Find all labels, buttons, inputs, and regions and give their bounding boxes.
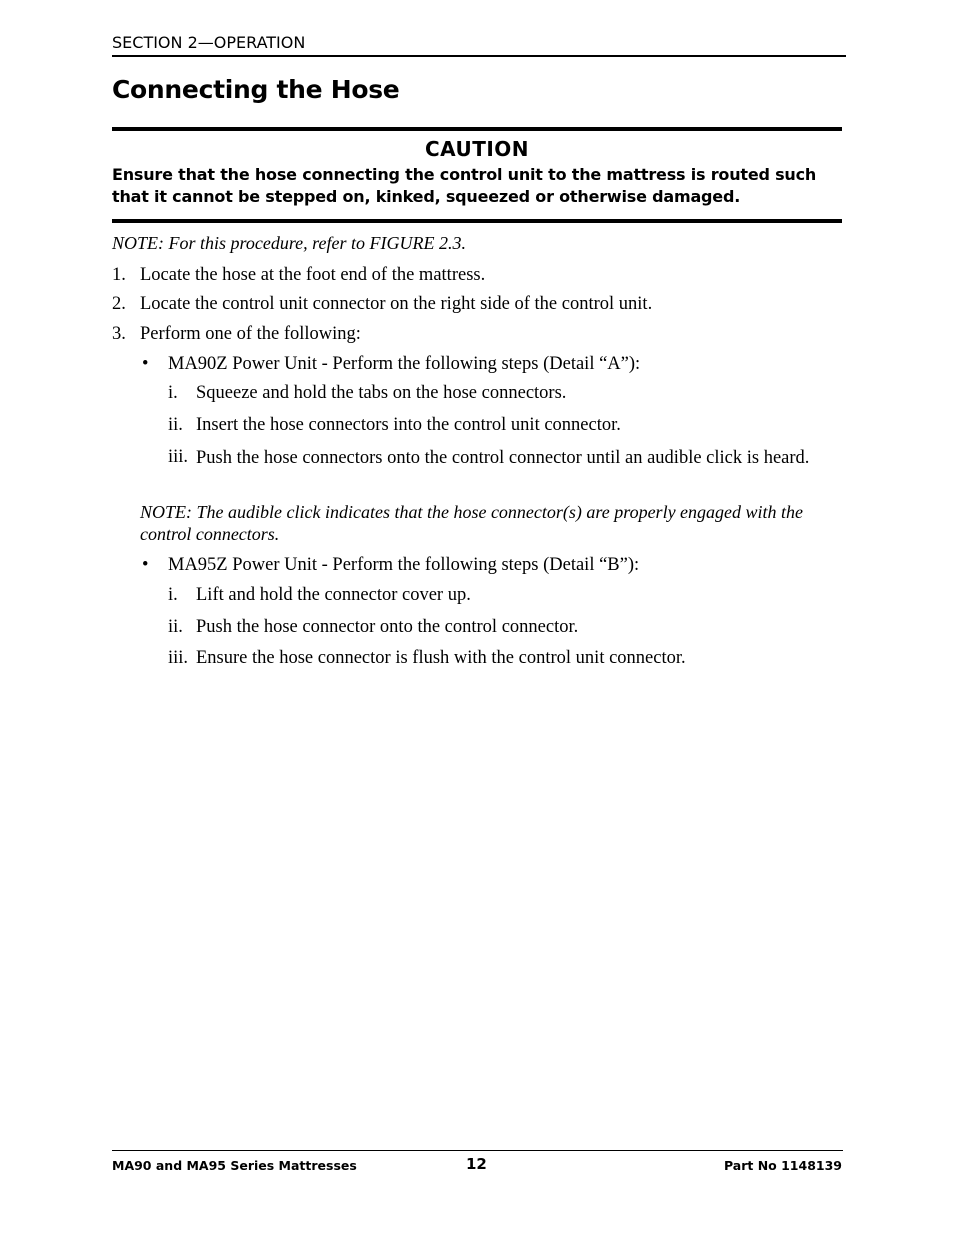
header-divider [112,55,846,57]
substep-number: iii. [168,447,189,467]
footer-divider [112,1150,843,1151]
substep-text: Ensure the hose connector is flush with the control unit connector. [196,648,686,668]
substep-text: Insert the hose connectors into the control unit connector. [196,415,621,435]
procedure-note: NOTE: For this procedure, refer to FIGURE 2.3. [112,233,466,253]
step-number: 2. [112,294,126,314]
substep-number: ii. [168,617,183,637]
caution-text: Ensure that the hose connecting the control unit to the mattress is routed such that it cannot be stepped on, kinked, squeezed or otherwise damaged. [112,165,817,206]
step-number: 1. [112,265,126,285]
bullet: • [142,555,149,575]
substep-text: Squeeze and hold the tabs on the hose connectors. [196,383,567,403]
footer-product: MA90 and MA95 Series Mattresses [112,1158,357,1173]
option-note: NOTE: The audible click indicates that the hose connector(s) are properly engaged with the control connectors. [140,502,804,544]
page-number: 12 [466,1155,487,1173]
substep-number: ii. [168,415,183,435]
caution-top-rule [112,127,842,131]
section-label: SECTION 2—OPERATION [112,33,306,52]
caution-heading: CAUTION [424,137,530,161]
option-text: MA95Z Power Unit - Perform the following steps (Detail “B”): [168,555,640,575]
caution-bottom-rule [112,219,842,223]
option-text: MA90Z Power Unit - Perform the following steps (Detail “A”): [168,354,641,374]
page-title: Connecting the Hose [112,75,400,104]
footer-part-number: Part No 1148139 [723,1158,842,1173]
substep-number: i. [168,383,178,403]
substep-number: iii. [168,648,189,668]
substep-number: i. [168,585,178,605]
step-text: Perform one of the following: [140,324,361,344]
step-text: Locate the control unit connector on the right side of the control unit. [140,294,653,314]
substep-text: Lift and hold the connector cover up. [196,585,471,605]
step-text: Locate the hose at the foot end of the mattress. [140,265,486,285]
substep-text: Push the hose connectors onto the control connector until an audible click is heard. [196,448,810,468]
substep-text: Push the hose connector onto the control connector. [196,617,579,637]
bullet: • [142,354,149,374]
step-number: 3. [112,324,126,344]
